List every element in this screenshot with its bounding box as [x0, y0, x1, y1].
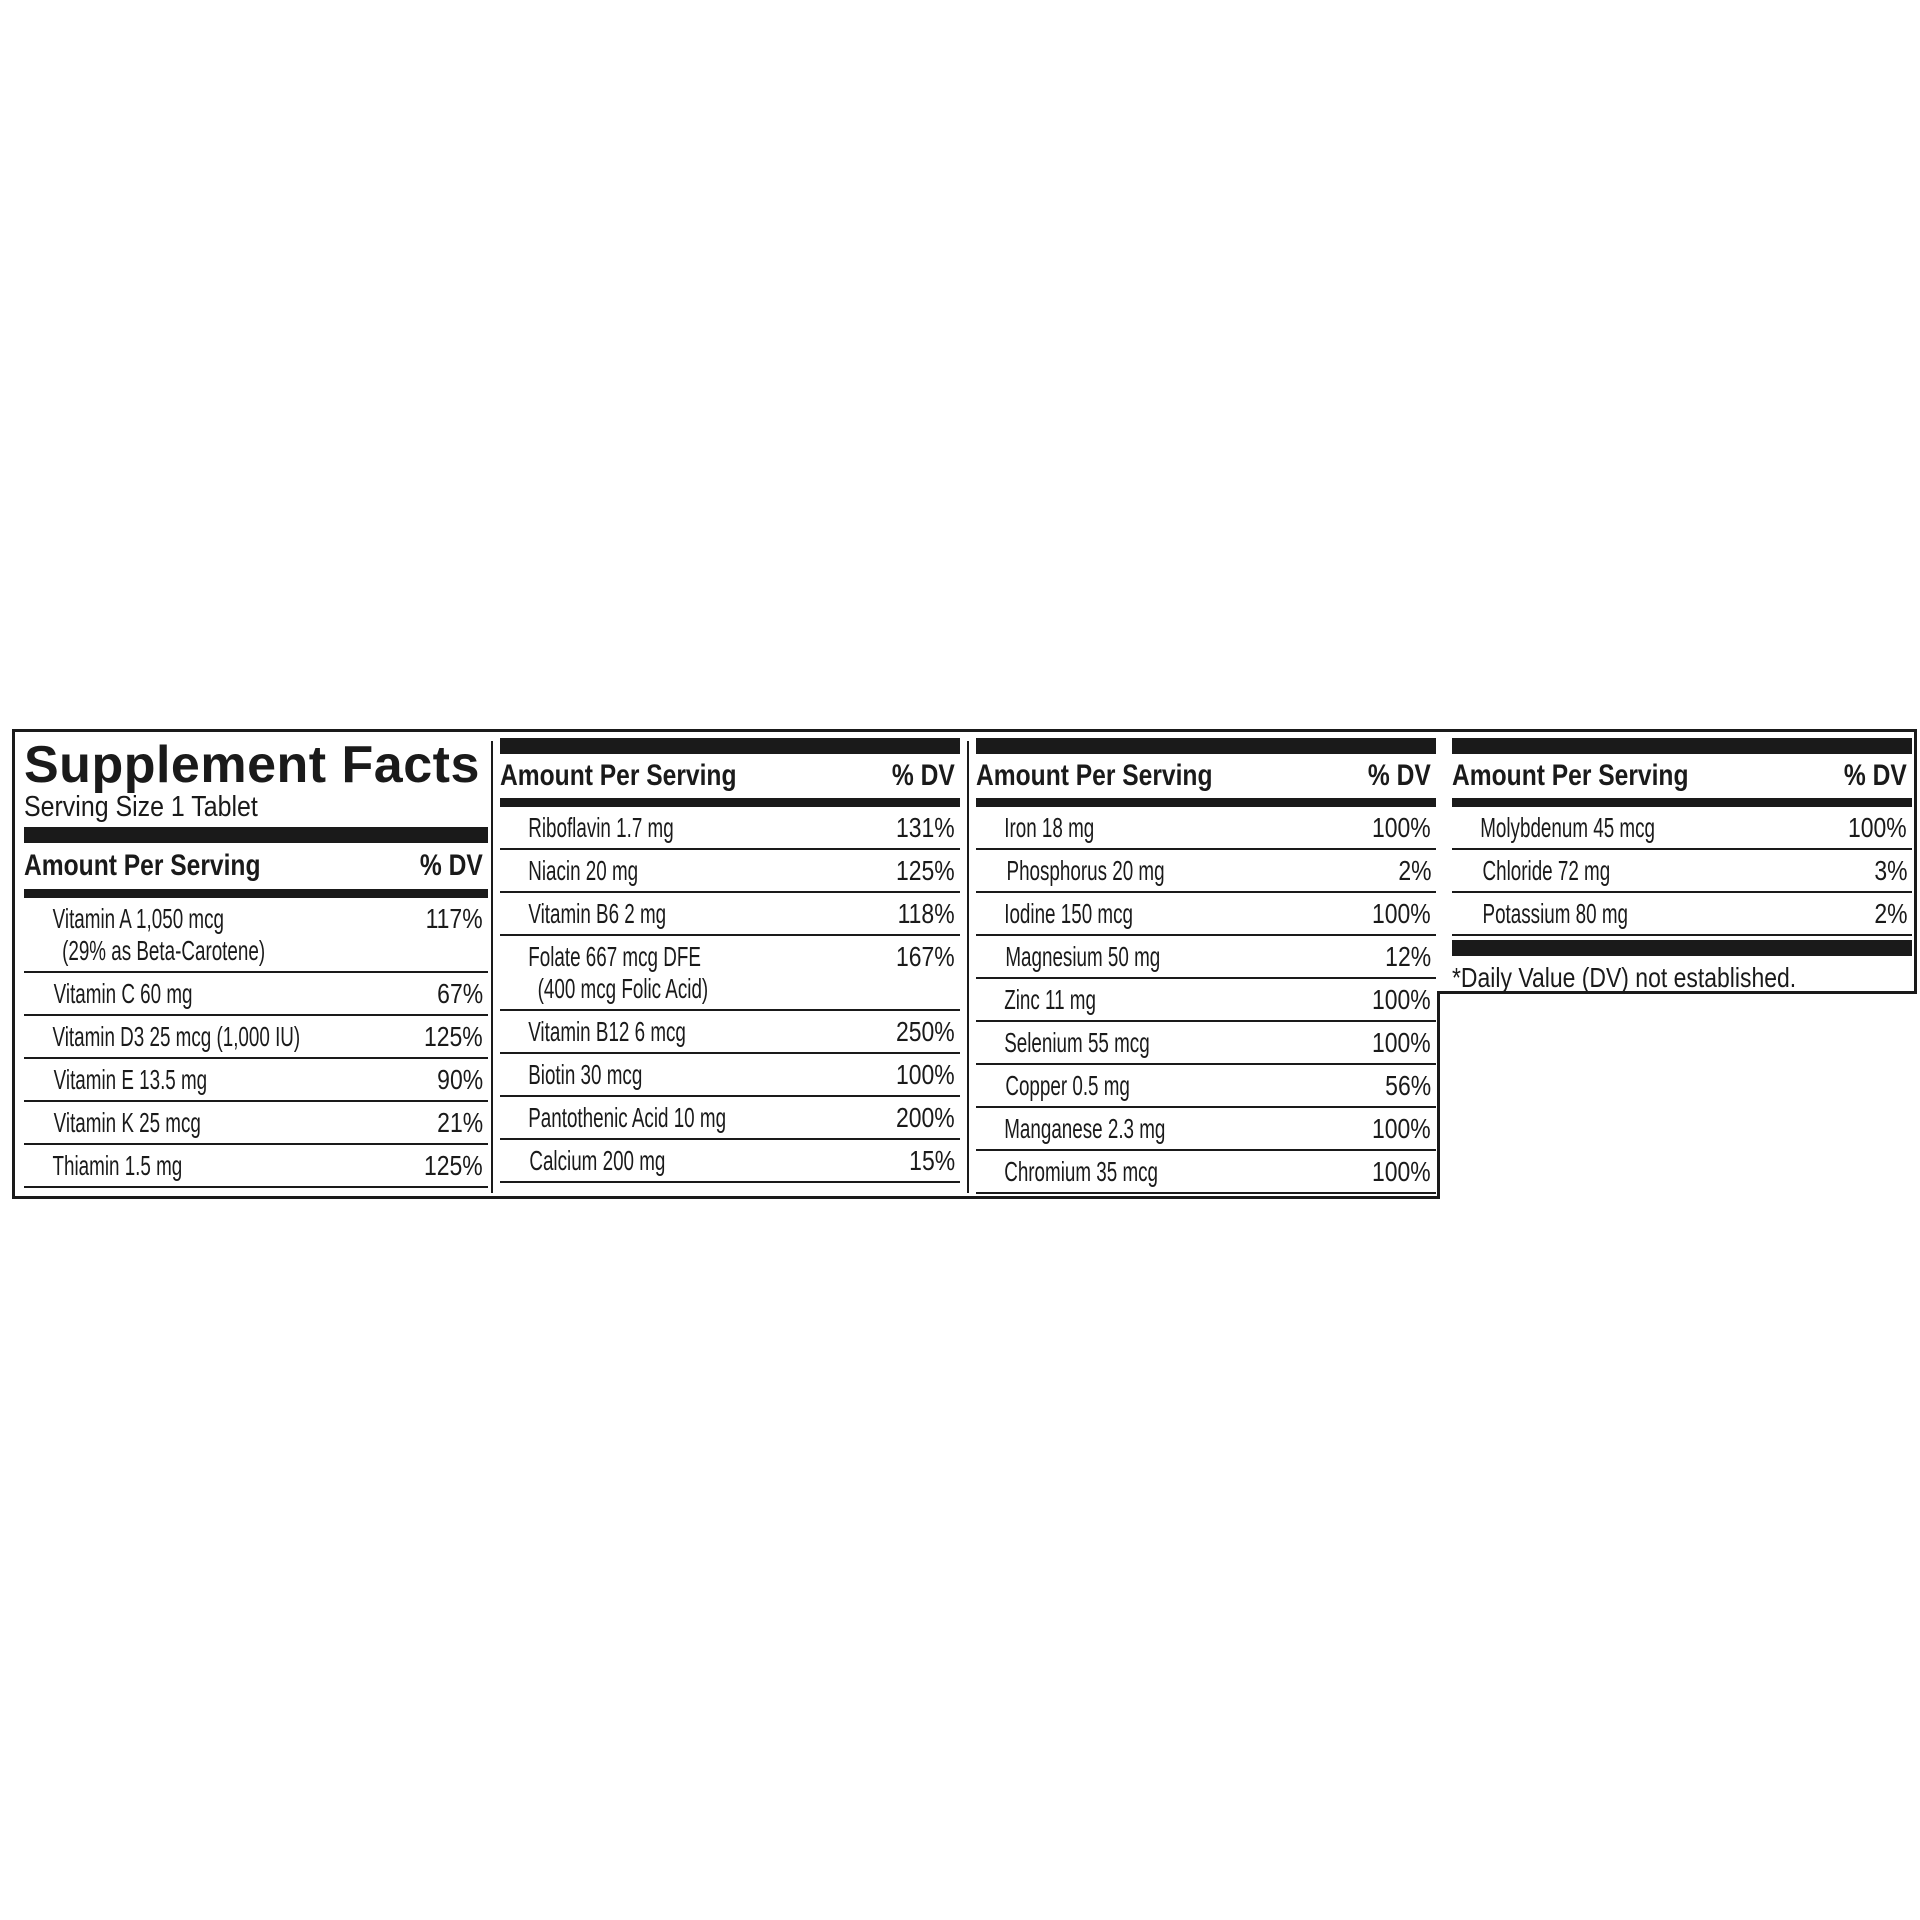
nutrient-name: Selenium 55 mcg — [1004, 1027, 1150, 1058]
facts-column-2 — [500, 729, 960, 1183]
nutrient-dv: 125% — [424, 1021, 484, 1052]
amount-per-serving-heading: Amount Per Serving — [24, 849, 261, 882]
footnote-text: *Daily Value (DV) not established. — [1452, 962, 1797, 993]
nutrient-name: Calcium 200 mg — [529, 1145, 666, 1176]
nutrient-dv: 67% — [437, 978, 484, 1009]
nutrient-row — [1452, 893, 1912, 936]
nutrient-name: Manganese 2.3 mg — [1004, 1113, 1166, 1144]
nutrient-name-cell — [976, 898, 1290, 930]
column-divider — [967, 741, 969, 1193]
nutrient-name-cell — [24, 1064, 354, 1096]
nutrient-row — [976, 979, 1436, 1022]
nutrient-name-cell — [976, 855, 1315, 887]
thick-rule — [500, 738, 960, 754]
nutrient-rows — [1452, 807, 1912, 936]
nutrient-dv: 118% — [898, 898, 956, 929]
nutrient-name-cell — [500, 1145, 826, 1177]
facts-column-3 — [976, 729, 1436, 1194]
nutrient-name: Copper 0.5 mg — [1005, 1070, 1130, 1101]
nutrient-name: Pantothenic Acid 10 mg — [528, 1102, 727, 1133]
dv-heading: % DV — [1844, 759, 1908, 792]
nutrient-dv: 100% — [1372, 898, 1432, 929]
nutrient-name-cell — [24, 978, 354, 1010]
nutrient-row — [976, 850, 1436, 893]
nutrient-row — [500, 893, 960, 936]
nutrient-name: Vitamin B12 6 mcg — [528, 1016, 686, 1047]
nutrient-row — [976, 1151, 1436, 1194]
thick-rule — [1452, 940, 1912, 956]
nutrient-name-cell — [500, 812, 814, 844]
nutrient-name: Vitamin C 60 mg — [53, 978, 193, 1009]
nutrient-name: Magnesium 50 mg — [1005, 941, 1161, 972]
nutrient-dv: 100% — [1372, 1156, 1432, 1187]
nutrient-dv: 125% — [424, 1150, 484, 1181]
nutrient-subnote: (29% as Beta-Carotene) — [62, 935, 266, 966]
nutrient-row — [976, 936, 1436, 979]
amount-per-serving-heading: Amount Per Serving — [1452, 759, 1689, 792]
nutrient-row — [976, 807, 1436, 850]
nutrient-name-cell — [24, 903, 343, 967]
nutrient-row — [500, 1011, 960, 1054]
column-header — [1452, 754, 1912, 807]
nutrient-name: Molybdenum 45 mcg — [1480, 812, 1655, 843]
nutrient-name: Vitamin A 1,050 mcg — [52, 903, 224, 934]
nutrient-dv: 250% — [896, 1016, 956, 1047]
nutrient-row — [24, 1016, 488, 1059]
nutrient-dv: 100% — [1372, 1027, 1432, 1058]
nutrient-name: Iron 18 mg — [1004, 812, 1095, 843]
nutrient-row — [24, 1145, 488, 1188]
nutrient-name-cell — [976, 1156, 1290, 1188]
nutrient-row — [24, 1102, 488, 1145]
nutrient-name: Vitamin K 25 mcg — [53, 1107, 201, 1138]
nutrient-row — [24, 898, 488, 973]
nutrient-row — [500, 1097, 960, 1140]
amount-per-serving-heading: Amount Per Serving — [500, 759, 737, 792]
nutrient-row — [976, 893, 1436, 936]
nutrient-name-cell — [1452, 898, 1791, 930]
nutrient-rows — [976, 807, 1436, 1194]
nutrient-name: Potassium 80 mg — [1482, 898, 1628, 929]
serving-size: Serving Size 1 Tablet — [24, 791, 258, 823]
column-header — [500, 754, 960, 807]
nutrient-row — [500, 1054, 960, 1097]
nutrient-row — [500, 807, 960, 850]
nutrient-name-cell — [976, 1113, 1290, 1145]
nutrient-dv: 125% — [896, 855, 956, 886]
nutrient-dv: 2% — [1397, 855, 1432, 886]
nutrient-name: Riboflavin 1.7 mg — [528, 812, 674, 843]
nutrient-name-cell — [976, 1070, 1302, 1102]
dv-heading: % DV — [1368, 759, 1432, 792]
nutrient-name-cell — [1452, 855, 1791, 887]
nutrient-row — [1452, 807, 1912, 850]
nutrient-name-cell — [976, 1027, 1290, 1059]
nutrient-rows — [500, 807, 960, 1183]
nutrient-dv: 200% — [896, 1102, 956, 1133]
nutrient-dv: 131% — [896, 812, 956, 843]
nutrient-dv: 21% — [437, 1107, 484, 1138]
nutrient-dv: 56% — [1385, 1070, 1432, 1101]
nutrient-name-cell — [500, 1016, 814, 1048]
nutrient-name: Chromium 35 mcg — [1004, 1156, 1159, 1187]
facts-column-4 — [1452, 729, 1912, 994]
thick-rule — [976, 738, 1436, 754]
nutrient-row — [500, 936, 960, 1011]
nutrient-name-cell — [24, 1107, 354, 1139]
nutrient-row — [500, 850, 960, 893]
nutrient-name-cell — [976, 984, 1290, 1016]
nutrient-name-cell — [976, 812, 1290, 844]
supplement-facts-label — [12, 729, 1917, 1199]
column-header — [976, 754, 1436, 807]
column-header — [24, 843, 488, 898]
nutrient-row — [976, 1022, 1436, 1065]
nutrient-name-cell — [500, 1059, 814, 1091]
column-divider — [491, 741, 493, 1193]
thick-rule — [1452, 738, 1912, 754]
nutrient-dv: 100% — [1848, 812, 1908, 843]
nutrient-row — [24, 973, 488, 1016]
nutrient-name: Phosphorus 20 mg — [1006, 855, 1165, 886]
label-title: Supplement Facts — [24, 736, 480, 794]
nutrient-dv: 100% — [1372, 984, 1432, 1015]
nutrient-dv: 117% — [426, 903, 484, 934]
nutrient-subnote: (400 mcg Folic Acid) — [537, 973, 709, 1004]
nutrient-name-cell — [500, 855, 814, 887]
nutrient-name: Vitamin E 13.5 mg — [53, 1064, 208, 1095]
nutrient-dv: 12% — [1385, 941, 1432, 972]
nutrient-name-cell — [500, 1102, 814, 1134]
footnote — [1452, 956, 1912, 994]
nutrient-name: Biotin 30 mcg — [528, 1059, 643, 1090]
nutrient-rows — [24, 898, 488, 1188]
nutrient-dv: 2% — [1873, 898, 1908, 929]
nutrient-dv: 100% — [896, 1059, 956, 1090]
nutrient-row — [24, 1059, 488, 1102]
nutrient-name-cell — [24, 1150, 341, 1182]
nutrient-name-cell — [500, 941, 814, 1005]
nutrient-row — [1452, 850, 1912, 893]
nutrient-name: Thiamin 1.5 mg — [52, 1150, 183, 1181]
nutrient-name: Zinc 11 mg — [1004, 984, 1096, 1015]
nutrient-dv: 15% — [909, 1145, 956, 1176]
nutrient-dv: 90% — [437, 1064, 484, 1095]
dv-heading: % DV — [420, 849, 484, 882]
thick-rule — [24, 827, 488, 843]
nutrient-name: Chloride 72 mg — [1482, 855, 1611, 886]
nutrient-name: Iodine 150 mcg — [1004, 898, 1133, 929]
facts-column-1 — [24, 729, 488, 1188]
nutrient-dv: 100% — [1372, 1113, 1432, 1144]
nutrient-row — [976, 1065, 1436, 1108]
nutrient-row — [500, 1140, 960, 1183]
nutrient-dv: 3% — [1873, 855, 1908, 886]
nutrient-name: Vitamin B6 2 mg — [528, 898, 667, 929]
nutrient-dv: 100% — [1372, 812, 1432, 843]
nutrient-dv: 167% — [896, 941, 956, 972]
amount-per-serving-heading: Amount Per Serving — [976, 759, 1213, 792]
nutrient-name-cell — [976, 941, 1302, 973]
nutrient-name: Niacin 20 mg — [528, 855, 639, 886]
nutrient-name: Folate 667 mcg DFE — [528, 941, 701, 972]
nutrient-name-cell — [500, 898, 815, 930]
nutrient-name: Vitamin D3 25 mcg (1,000 IU) — [52, 1021, 301, 1052]
nutrient-row — [976, 1108, 1436, 1151]
nutrient-name-cell — [1452, 812, 1766, 844]
dv-heading: % DV — [892, 759, 956, 792]
nutrient-name-cell — [24, 1021, 341, 1053]
